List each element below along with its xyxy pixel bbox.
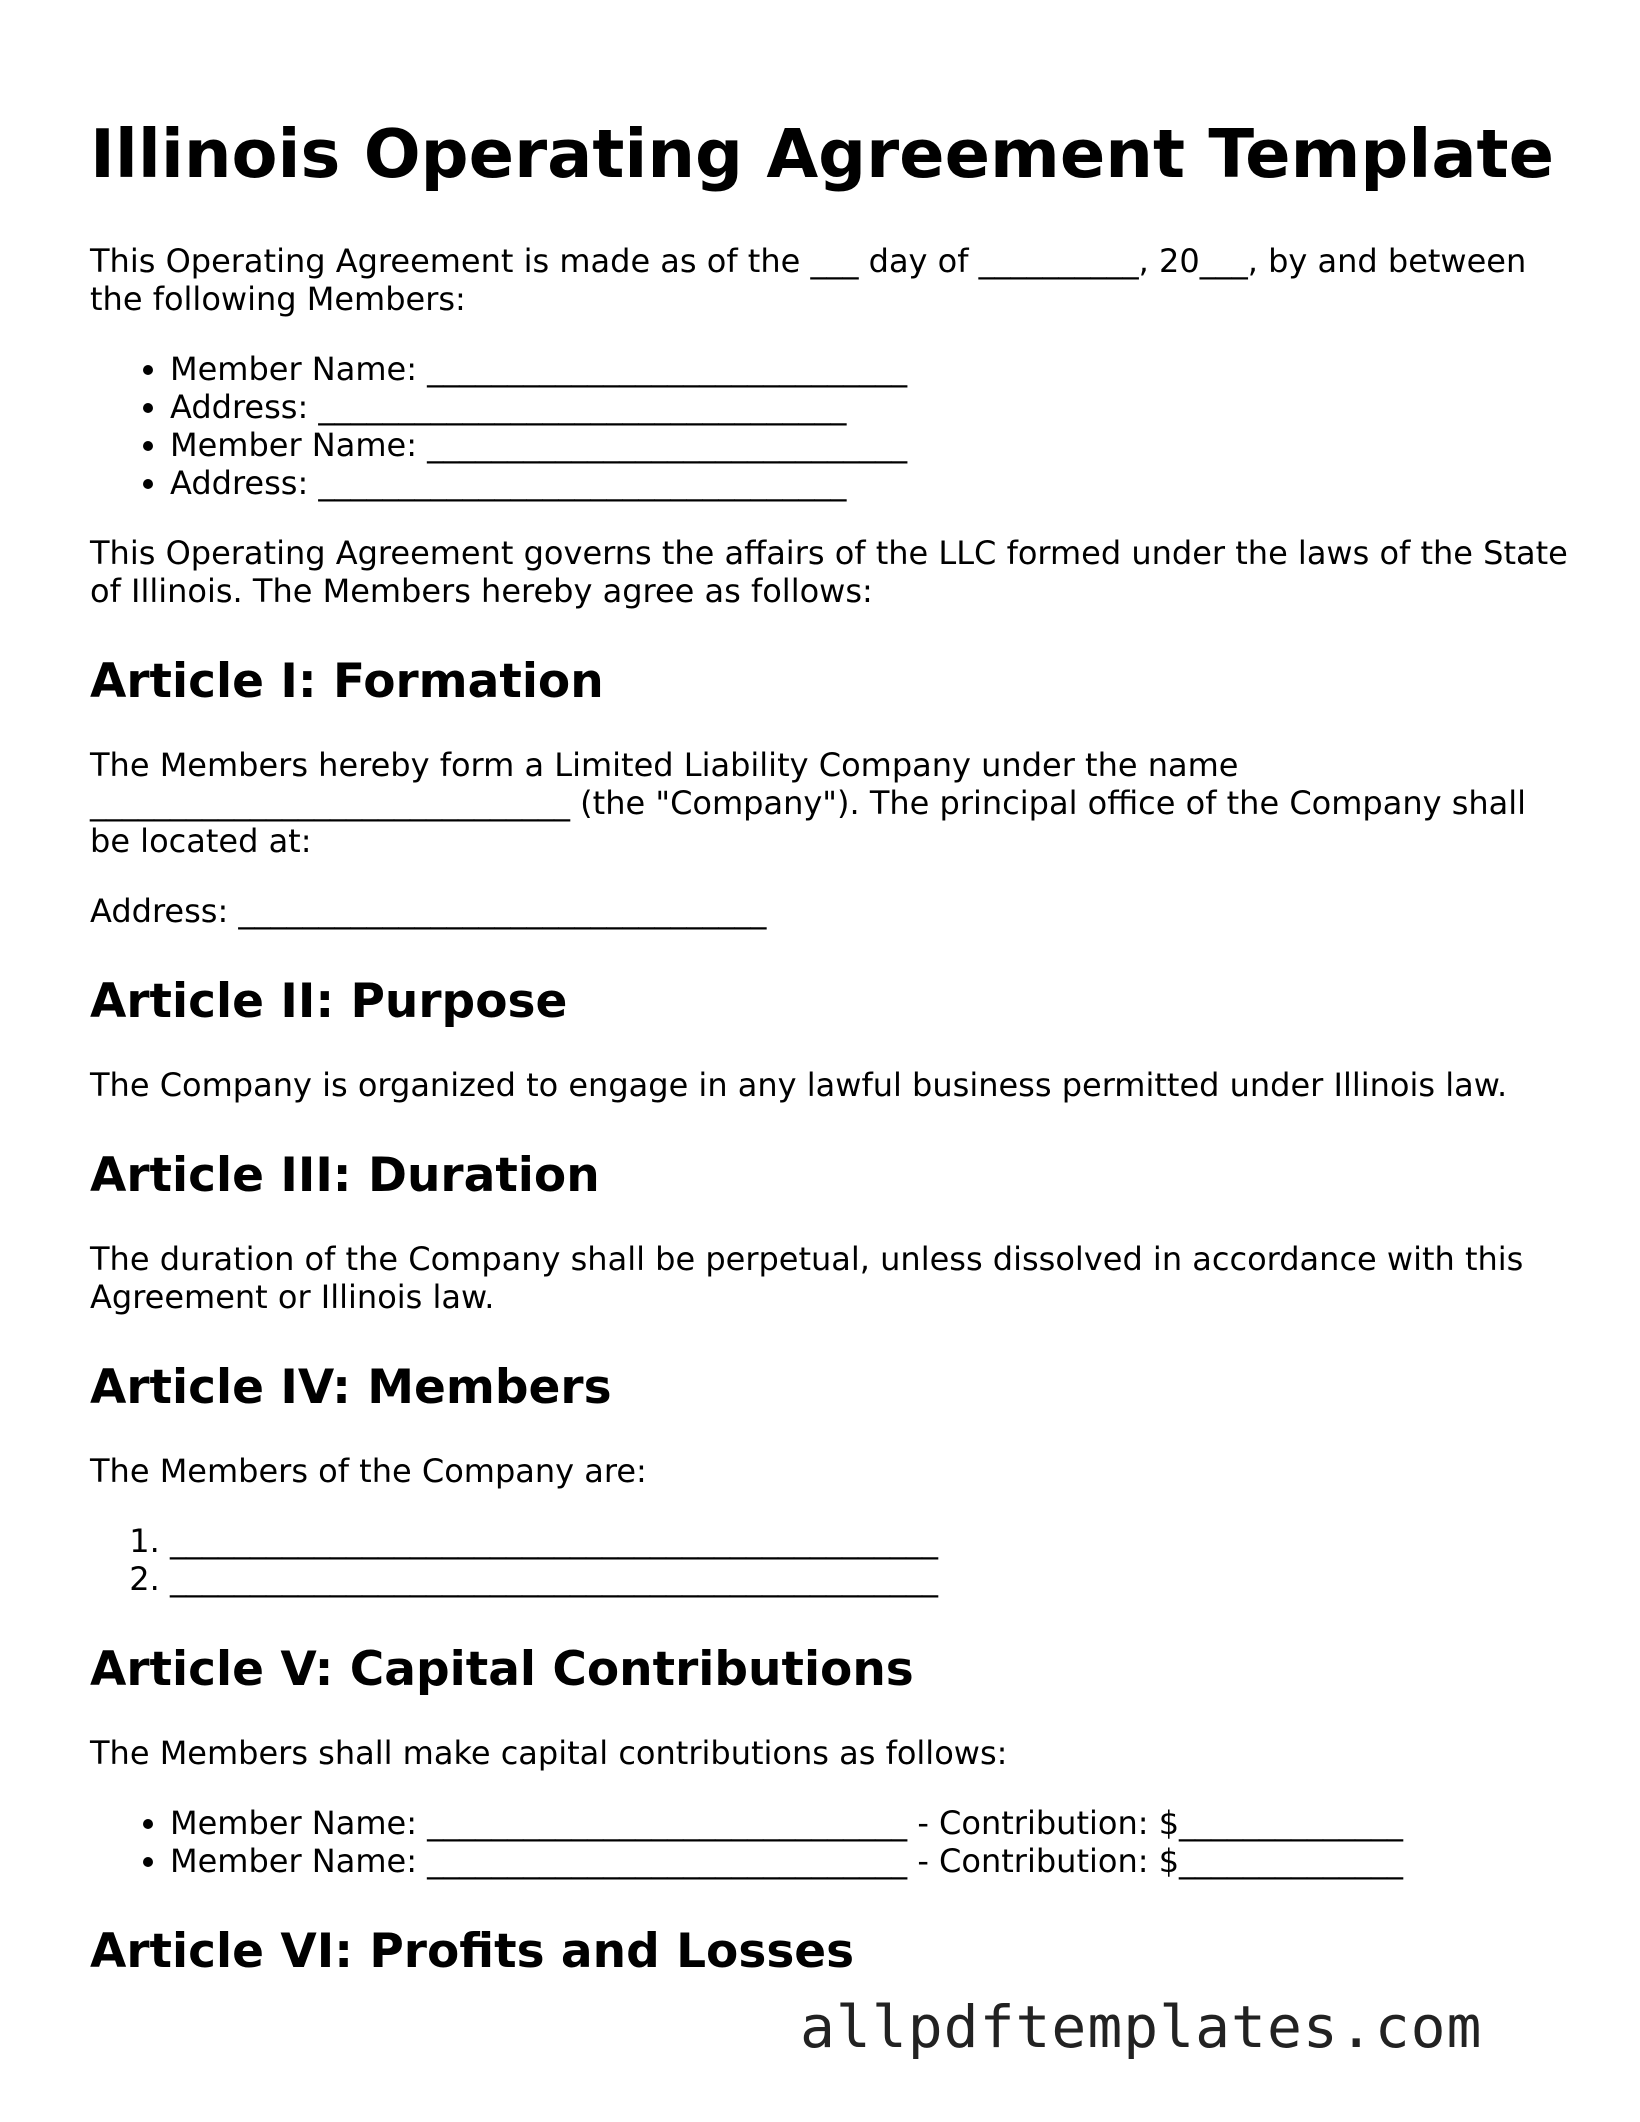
list-item: 1. ________________________________________________ [170,1522,1570,1560]
intro-member-list [90,350,1570,502]
list-item: • Member Name: ______________________________ - Contribution: $______________ [170,1804,1570,1842]
document-title: Illinois Operating Agreement Template [90,115,1555,193]
document-page [90,112,1570,1980]
article-1-text: The Members hereby form a Limited Liability Company under the name ______________________________ (the "Company"). The principal office of the Company shall be located at: [90,746,1527,860]
article-5-text: The Members shall make capital contributions as follows: [90,1734,1008,1772]
article-3-heading: Article III: Duration [90,1148,600,1203]
article-1-heading: Article I: Formation [90,654,604,709]
article-4-heading: Article IV: Members [90,1360,612,1415]
governs-paragraph: This Operating Agreement governs the affairs of the LLC formed under the laws of the State of Illinois. The Members hereby agree as follows: [90,534,1568,610]
article-2-heading: Article II: Purpose [90,974,568,1029]
list-item: • Member Name: ______________________________ [170,426,1570,464]
intro-paragraph: This Operating Agreement is made as of the ___ day of __________, 20___, by and between the following Members: [90,242,1527,318]
list-item: • Member Name: ______________________________ - Contribution: $______________ [170,1842,1570,1880]
article-3-text: The duration of the Company shall be perpetual, unless dissolved in accordance with this Agreement or Illinois law. [90,1240,1524,1316]
list-item: • Address: _________________________________ [170,388,1570,426]
article-1-address: Address: _________________________________ [90,892,767,930]
list-item: 2. ________________________________________________ [170,1560,1570,1598]
article-5-contribution-list [90,1804,1570,1880]
article-5-heading: Article V: Capital Contributions [90,1642,914,1697]
article-6-heading: Article VI: Profits and Losses [90,1924,855,1979]
watermark: allpdftemplates.com [800,1993,1483,2061]
article-4-member-list [90,1522,1570,1598]
list-item: • Address: _________________________________ [170,464,1570,502]
list-item: • Member Name: ______________________________ [170,350,1570,388]
article-2-text: The Company is organized to engage in any lawful business permitted under Illinois law. [90,1066,1508,1104]
article-4-text: The Members of the Company are: [90,1452,647,1490]
